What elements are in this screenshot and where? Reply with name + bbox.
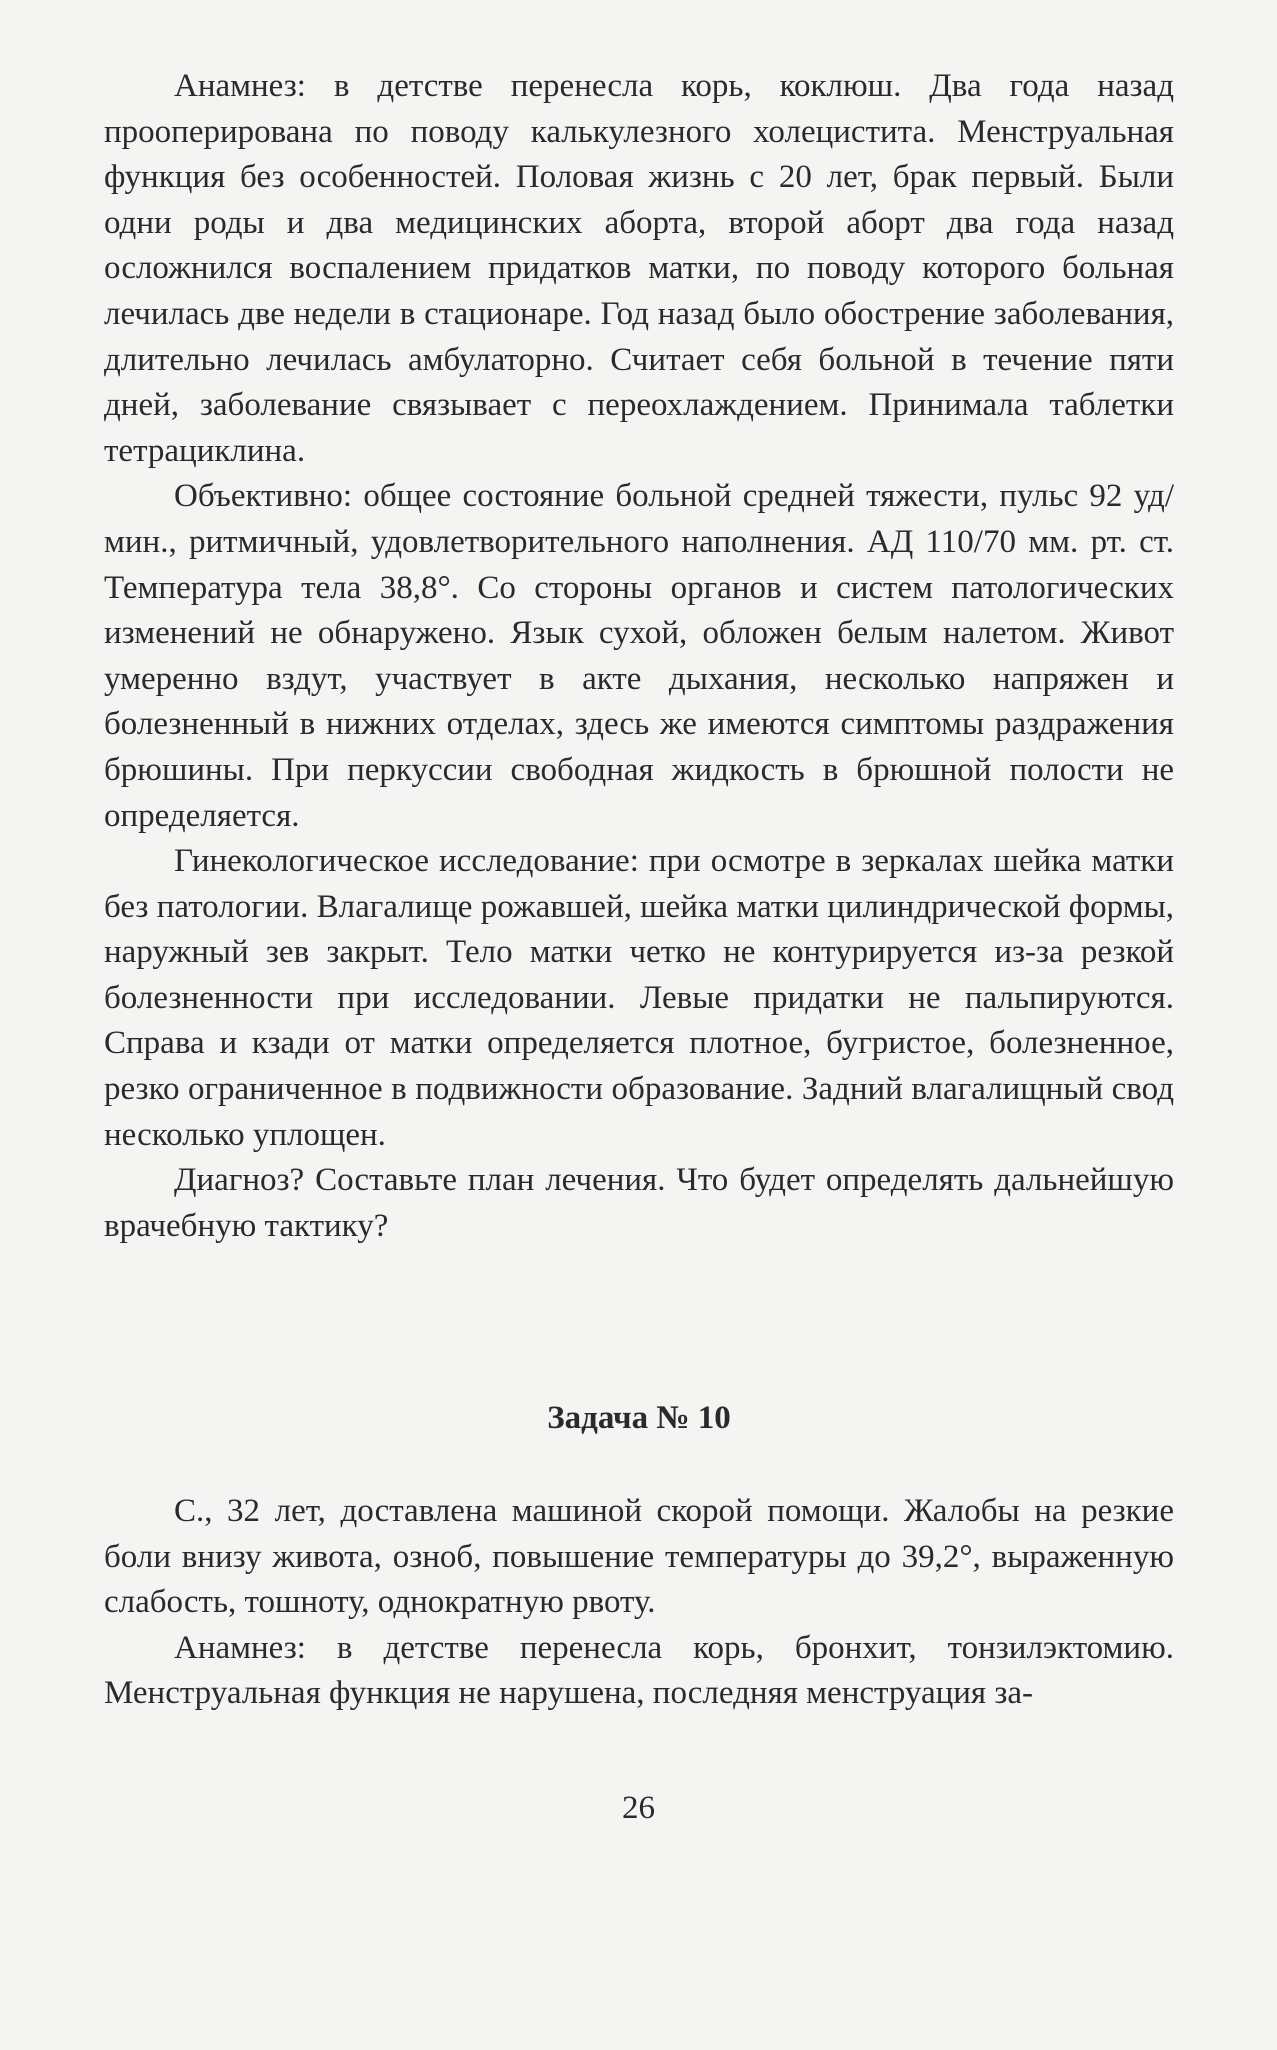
questions-paragraph: Диагноз? Составьте план лечения. Что будет определять дальнейшую врачебную тактику?	[104, 1162, 1174, 1244]
objective-exam-paragraph: Объективно: общее состояние больной средней тяжести, пульс 92 уд/мин., ритмичный, удовлетворительного наполнения. АД 110/70 мм. рт. ст. Температура тела 38,8°. Со стороны органов и систем патологических изменений не обнаружено. Язык сухой, обложен белым налетом. Живот умеренно вздут, участвует в акте дыхания, несколько напряжен и болезненный в нижних отделах, здесь же имеются симптомы раздражения брюшины. При перкуссии свободная жидкость в брюшной полости не определяется.	[104, 478, 1174, 834]
page-number: 26	[622, 1790, 655, 1826]
task-heading: Задача № 10	[547, 1400, 731, 1436]
anamnesis-paragraph: Анамнез: в детстве перенесла корь, коклюш. Два года назад прооперирована по поводу калькулезного холецистита. Менструальная функция без особенностей. Половая жизнь с 20 лет, брак первый. Были одни роды и два медицинских аборта, второй аборт два года назад осложнился воспалением придатков матки, по поводу которого больная лечилась две недели в стационаре. Год назад было обострение заболевания, длительно лечилась амбулаторно. Считает себя больной в течение пяти дней, заболевание связывает с переохлаждением. Принимала таблетки тетрациклина.	[104, 68, 1174, 469]
gynecological-exam-paragraph: Гинекологическое исследование: при осмотре в зеркалах шейка матки без патологии. Влагалище рожавшей, шейка матки цилиндрической формы, наружный зев закрыт. Тело матки четко не контурируется из-за резкой болезненности при исследовании. Левые придатки не пальпируются. Справа и кзади от матки определяется плотное, бугристое, болезненное, резко ограниченное в подвижности образование. Задний влагалищный свод несколько уплощен.	[104, 843, 1174, 1153]
case-text-block	[104, 64, 1174, 1249]
task-10-text-block	[104, 1489, 1174, 1717]
anamnesis-paragraph-2: Анамнез: в детстве перенесла корь, бронхит, тонзилэктомию. Менструальная функция не нарушена, последняя менструация за-	[104, 1629, 1174, 1712]
complaints-paragraph: С., 32 лет, доставлена машиной скорой помощи. Жалобы на резкие боли внизу живота, озноб, повышение температуры до 39,2°, выраженную слабость, тошноту, однократную рвоту.	[104, 1493, 1174, 1621]
